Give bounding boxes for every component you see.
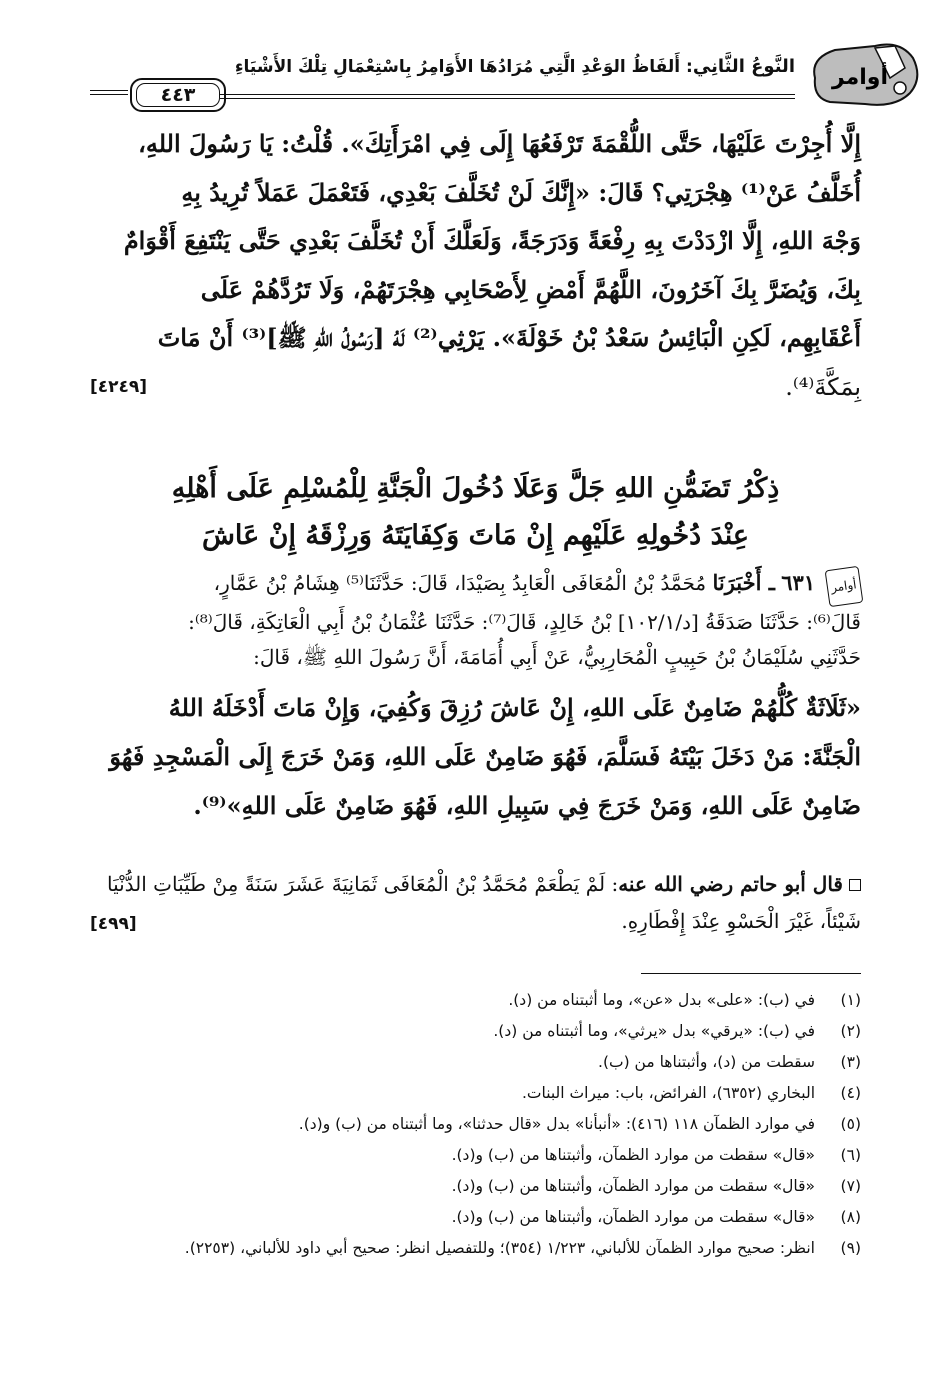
footnote-text: في (ب): «يرقي» بدل «يرثي»، وما أثبتناه من (د).: [493, 1022, 815, 1040]
footnotes: [90, 985, 861, 1264]
footnote: [90, 1171, 861, 1202]
comment-text: : لَمْ يَطْعَمْ مُحَمَّدُ بْنُ الْمُعَافَى ثَمَانِيَةَ عَشَرَ سَنَةً مِنْ طَيِّبَاتِ الدُّنْيَا: [106, 872, 619, 896]
continuation-text: [90, 120, 861, 411]
continuation-line: بِكَ، وَيُضَرَّ بِكَ آخَرُونَ، اللَّهُمَّ أَمْضِ لِأَصْحَابِي هِجْرَتَهُمْ، وَلَا تَرُدَّهُمْ عَلَى: [200, 274, 861, 304]
page-number: ٤٤٣: [136, 83, 220, 107]
section-badge-icon: [805, 38, 925, 110]
matn-line: ضَامِنٌ عَلَى اللهِ، وَمَنْ خَرَجَ فِي سَبِيلِ اللهِ، فَهُوَ ضَامِنٌ عَلَى اللهِ»⁽⁹⁾.: [193, 791, 861, 820]
continuation-line: بِمَكَّةَ⁽⁴⁾.: [785, 372, 861, 401]
matn-line: «ثَلَاثَةٌ كُلُّهُمْ ضَامِنٌ عَلَى اللهِ، إِنْ عَاشَ رُزِقَ وَكُفِيَ، وَإِنْ مَاتَ أَدْخَلَهُ اللهُ: [168, 693, 861, 722]
hadith-label: ـ أَخْبَرَنَا: [712, 570, 775, 595]
section-title: [90, 465, 861, 559]
footnote: [90, 985, 861, 1016]
footnote: [90, 1202, 861, 1233]
continuation-line: وَجْهَ اللهِ، إِلَّا ازْدَدْتَ بِهِ رِفْعَةً وَدَرَجَةً، وَلَعَلَّكَ أَنْ تُخَلَّفَ بَعْدِي حَتَّى يَنْتَفِعَ أَقْوَامٌ: [123, 226, 861, 255]
author-comment: [90, 866, 861, 940]
page-header: [90, 40, 915, 110]
section-title-line: ذِكْرُ تَضَمُّنِ اللهِ جَلَّ وَعَلَا دُخُولَ الْجَنَّةِ لِلْمُسْلِمِ عَلَى أَهْلِهِ: [171, 473, 780, 504]
continuation-line: أَعْقَابِهِم، لَكِنِ الْبَائِسُ سَعْدُ بْنُ خَوْلَةَ». يَرْثِي⁽²⁾ لَهُ [رَسُولُ اللهِ ﷺ]⁽³⁾ أَنْ مَاتَ: [157, 323, 861, 352]
comment-text: شَيْئاً، غَيْرَ الْحَسْوِ عِنْدَ إِفْطَارِهِ.: [621, 909, 861, 933]
footnote-number: (١): [840, 991, 861, 1009]
footnote-text: «قال» سقطت من موارد الظمآن، وأثبتناها من (ب) و(د).: [451, 1177, 815, 1195]
isnad-line: [90, 565, 861, 605]
continuation-line: إِلَّا أُجِرْتَ عَلَيْهَا، حَتَّى اللُّقْمَةَ تَرْفَعُهَا إِلَى فِي امْرَأَتِكَ». قُلْتُ: يَا رَسُولَ اللهِ،: [138, 129, 861, 158]
footnote-text: في موارد الظمآن ١١٨ (٤١٦): «أنبأنا» بدل «قال حدثنا»، وما أثبتناه من (ب) و(د).: [298, 1115, 815, 1133]
footnote-rule: [641, 973, 861, 974]
footnote: [90, 1047, 861, 1078]
header-rule-double: [220, 98, 795, 99]
section-title-line: عِنْدَ دُخُولِهِ عَلَيْهِم إِنْ مَاتَ وَكِفَايَتَهُ وَرِزْقَهُ إِنْ عَاشَ: [201, 520, 750, 551]
running-title-rest: : أَلفَاظُ الوَعْدِ الَّتِي مُرَادُهَا الأَوَامِرُ بِاسْتِعْمَالِ تِلْكَ الأَشْيَاءِ: [234, 57, 693, 77]
comment-reference: [٤٩٩]: [90, 914, 137, 934]
footnote-number: (٩): [840, 1239, 861, 1257]
footnote: [90, 1109, 861, 1140]
footnote: [90, 1233, 861, 1264]
page-number-frame: [130, 78, 226, 112]
comment-lead: قال أبو حاتم رضي الله عنه: [618, 872, 843, 896]
badge-label: أوامر: [831, 65, 889, 90]
footnote-number: (٤): [840, 1084, 861, 1102]
hadith-number: ٦٣١: [781, 570, 816, 595]
footnote: [90, 1078, 861, 1109]
footnote: [90, 1016, 861, 1047]
hadith-reference: [٤٢٤٩]: [90, 377, 148, 397]
isnad-line: قَالَ⁽⁶⁾: حَدَّثَنَا صَدَقَةُ [د/١٠٢/١] بْنُ خَالِدٍ، قَالَ⁽⁷⁾: حَدَّثَنَا عُثْمَانُ بْنُ أَبِي الْعَاتِكَةِ، قَالَ⁽⁸⁾:: [188, 610, 861, 634]
matn-line: الْجَنَّةَ: مَنْ دَخَلَ بَيْتَهُ فَسَلَّمَ، فَهُوَ ضَامِنٌ عَلَى اللهِ، وَمَنْ خَرَجَ إِلَى الْمَسْجِدِ فَهُوَ: [109, 742, 861, 771]
footnote-text: البخاري (٦٣٥٢)، الفرائض، باب: ميراث البنات.: [521, 1084, 815, 1102]
hadith-badge-icon: أوامر: [825, 566, 863, 607]
header-left-rule: [90, 90, 128, 100]
footnote-number: (٧): [840, 1177, 861, 1195]
header-rule: [220, 94, 795, 95]
isnad-line: حَدَّثَنِي سُلَيْمَانُ بْنُ حَبِيبٍ الْمُحَارِبِيُّ، عَنْ أَبِي أُمَامَةَ، أَنَّ رَسُولَ اللهِ ﷺ، قَالَ:: [253, 645, 861, 669]
footnote-text: انظر: صحيح موارد الظمآن للألباني، ١/٢٢٣ (٣٥٤)؛ وللتفصيل انظر: صحيح أبي داود للألباني، (٢٢٥٣).: [184, 1239, 815, 1257]
isnad-text: مُحَمَّدُ بْنُ الْمُعَافَى الْعَابِدُ بِصَيْدَا، قَالَ: حَدَّثَنَا⁽⁵⁾ هِشَامُ بْنُ عَمَّارٍ،: [213, 571, 707, 595]
square-marker-icon: [849, 879, 861, 891]
hadith-block: [90, 565, 861, 830]
running-title-lead: النَّوعُ الثَّانِي: [692, 56, 795, 77]
footnote-text: «قال» سقطت من موارد الظمآن، وأثبتناها من (ب) و(د).: [451, 1208, 815, 1226]
footnote-number: (٨): [840, 1208, 861, 1226]
running-title: [175, 56, 795, 77]
footnote-number: (٦): [840, 1146, 861, 1164]
footnote-number: (٣): [840, 1053, 861, 1071]
footnote-text: سقطت من (د)، وأثبتناها من (ب).: [598, 1053, 815, 1071]
footnote: [90, 1140, 861, 1171]
footnote-text: «قال» سقطت من موارد الظمآن، وأثبتناها من (ب) و(د).: [451, 1146, 815, 1164]
footnote-number: (٢): [840, 1022, 861, 1040]
continuation-line: أُخَلَّفُ عَنْ⁽¹⁾ هِجْرَتِي؟ قَالَ: «إِنَّكَ لَنْ تُخَلَّفَ بَعْدِي، فَتَعْمَلَ عَمَلاً تُرِيدُ بِهِ: [181, 177, 861, 207]
footnote-text: في (ب): «على» بدل «عن»، وما أثبتناه من (د).: [508, 991, 815, 1009]
footnote-number: (٥): [840, 1115, 861, 1133]
